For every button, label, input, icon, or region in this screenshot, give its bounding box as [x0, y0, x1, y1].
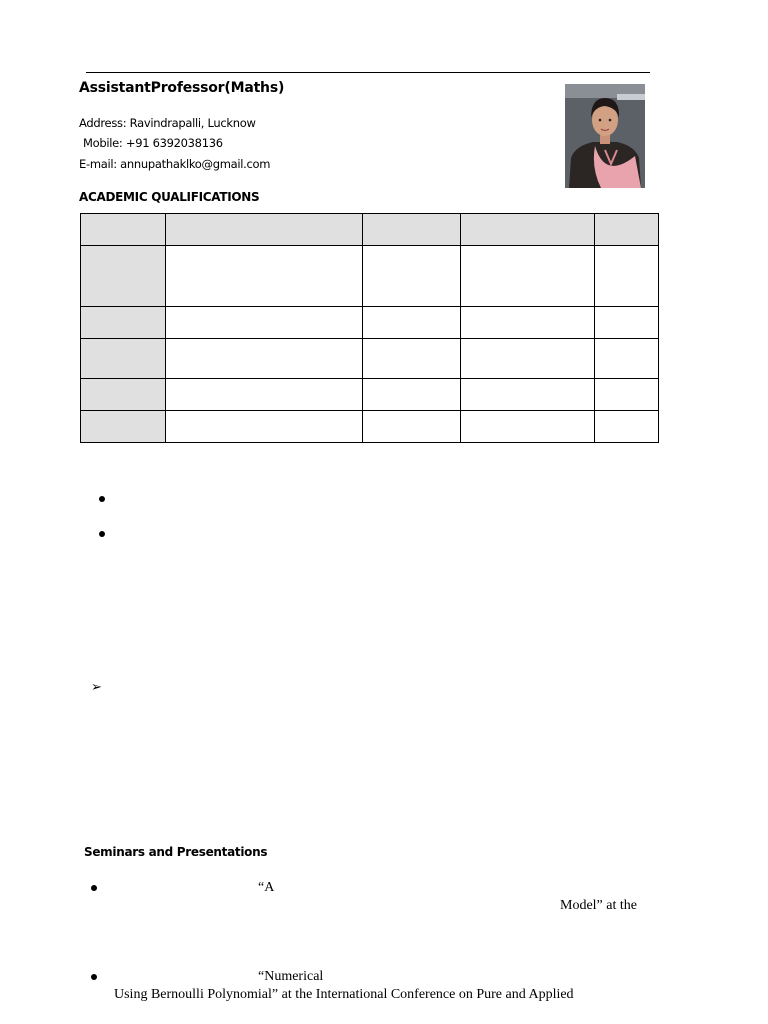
- table-cell: [461, 214, 595, 246]
- page-title: AssistantProfessor(Maths): [79, 80, 285, 96]
- table-cell: [363, 246, 461, 307]
- table-row: [81, 307, 659, 339]
- seminar-item-2-text-b: Using Bernoulli Polynomial” at the International Conference on Pure and Applied: [114, 987, 574, 1002]
- table-cell: [595, 307, 659, 339]
- table-cell: [81, 411, 166, 443]
- table-header-row: [81, 214, 659, 246]
- table-cell: [166, 411, 363, 443]
- table-cell: [461, 307, 595, 339]
- table-row: [81, 339, 659, 379]
- mobile-line: Mobile: +91 6392038136: [83, 136, 223, 150]
- table-cell: [461, 246, 595, 307]
- email-line: E-mail: annupathaklko@gmail.com: [79, 157, 271, 171]
- table-cell: [166, 339, 363, 379]
- table-cell: [595, 411, 659, 443]
- table-cell: [363, 339, 461, 379]
- table-row: [81, 379, 659, 411]
- table-row: [81, 411, 659, 443]
- bullet-icon: [91, 974, 97, 980]
- table-cell: [363, 214, 461, 246]
- seminar-item-1-text-a: “A: [258, 880, 275, 895]
- table-cell: [363, 379, 461, 411]
- table-cell: [166, 307, 363, 339]
- table-cell: [81, 379, 166, 411]
- bullet-icon: [99, 531, 105, 537]
- bullet-icon: [91, 885, 97, 891]
- academic-qualifications-heading: ACADEMIC QUALIFICATIONS: [79, 190, 260, 204]
- table-cell: [81, 246, 166, 307]
- table-cell: [595, 246, 659, 307]
- academic-qualifications-table: [80, 213, 659, 443]
- table-cell: [166, 214, 363, 246]
- table-cell: [461, 411, 595, 443]
- seminar-item-1-text-b: Model” at the: [560, 898, 637, 913]
- table-cell: [461, 379, 595, 411]
- table-cell: [595, 379, 659, 411]
- table-cell: [166, 379, 363, 411]
- arrow-bullet-icon: ➢: [91, 680, 102, 695]
- table-cell: [363, 411, 461, 443]
- table-cell: [81, 307, 166, 339]
- address-line: Address: Ravindrapalli, Lucknow: [79, 116, 256, 130]
- bullet-icon: [99, 496, 105, 502]
- seminar-item-2-text-a: “Numerical: [258, 969, 324, 984]
- seminars-heading: Seminars and Presentations: [84, 845, 268, 859]
- table-row: [81, 246, 659, 307]
- table-cell: [595, 339, 659, 379]
- profile-photo: [565, 84, 645, 188]
- person-portrait-icon: [565, 84, 645, 188]
- table-cell: [363, 307, 461, 339]
- table-cell: [81, 339, 166, 379]
- table-cell: [595, 214, 659, 246]
- top-divider: [86, 72, 650, 73]
- table-cell: [166, 246, 363, 307]
- table-cell: [81, 214, 166, 246]
- table-cell: [461, 339, 595, 379]
